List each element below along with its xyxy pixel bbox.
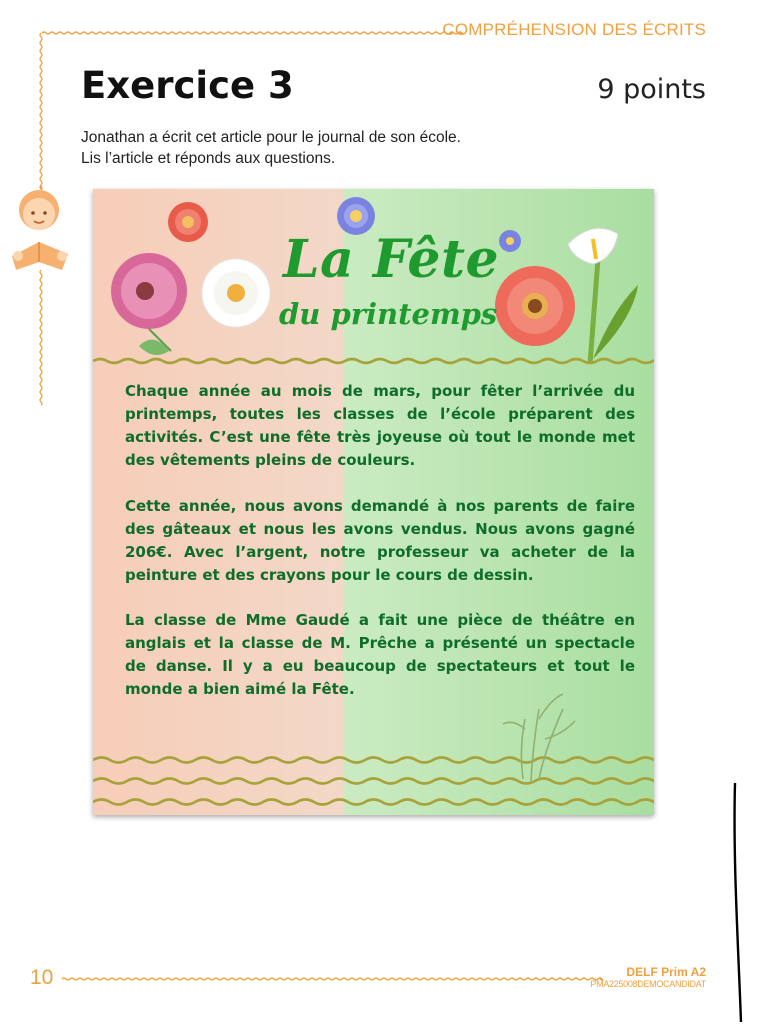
blue-flower-tiny-icon	[499, 230, 521, 252]
instruction-line-1: Jonathan a écrit cet article pour le journal de son école.	[81, 129, 461, 146]
footer-brand-name: DELF Prim A2	[626, 965, 706, 979]
article-paragraph-1: Chaque année au mois de mars, pour fêter l’arrivée du printemps, toutes les classes de l’école préparent des activités. C’est une fête très joyeuse où tout le monde met des vêtements pleins de couleurs.	[125, 382, 635, 469]
red-flower-small-icon	[168, 202, 208, 242]
instructions	[81, 127, 461, 169]
pink-poppy-icon	[111, 253, 187, 355]
reading-child-icon	[6, 186, 76, 276]
article-title: La Fête	[283, 229, 500, 290]
article-subtitle: du printemps	[279, 297, 498, 331]
calla-lily-icon	[568, 228, 638, 364]
article-paragraph-2: Cette année, nous avons demandé à nos parents de faire des gâteaux et nous les avons vendus. Nous avons gagné 206€. Avec l’argent, notre professeur va acheter de la peinture et des crayons pour le cours de dessin.	[125, 497, 635, 584]
footer-brand	[590, 965, 706, 989]
article-paragraph-3: La classe de Mme Gaudé a fait une pièce de théâtre en anglais et la classe de M. Prêche a présenté un spectacle de danse. Il y a eu beaucoup de spectateurs et tout le monde a bien aimé la Fête.	[125, 611, 635, 698]
page-number: 10	[30, 966, 54, 989]
exercise-title: Exercice 3	[81, 64, 294, 107]
exercise-points: 9 points	[597, 74, 706, 105]
article-card	[93, 189, 654, 815]
red-gerbera-icon	[495, 266, 575, 346]
section-header: COMPRÉHENSION DES ÉCRITS	[442, 20, 706, 39]
footer-code: PMA225008DEMOCANDIDAT	[590, 979, 706, 989]
grass-icon	[503, 694, 575, 781]
white-daisy-icon	[202, 259, 270, 327]
instruction-line-2: Lis l’article et réponds aux questions.	[81, 150, 336, 167]
